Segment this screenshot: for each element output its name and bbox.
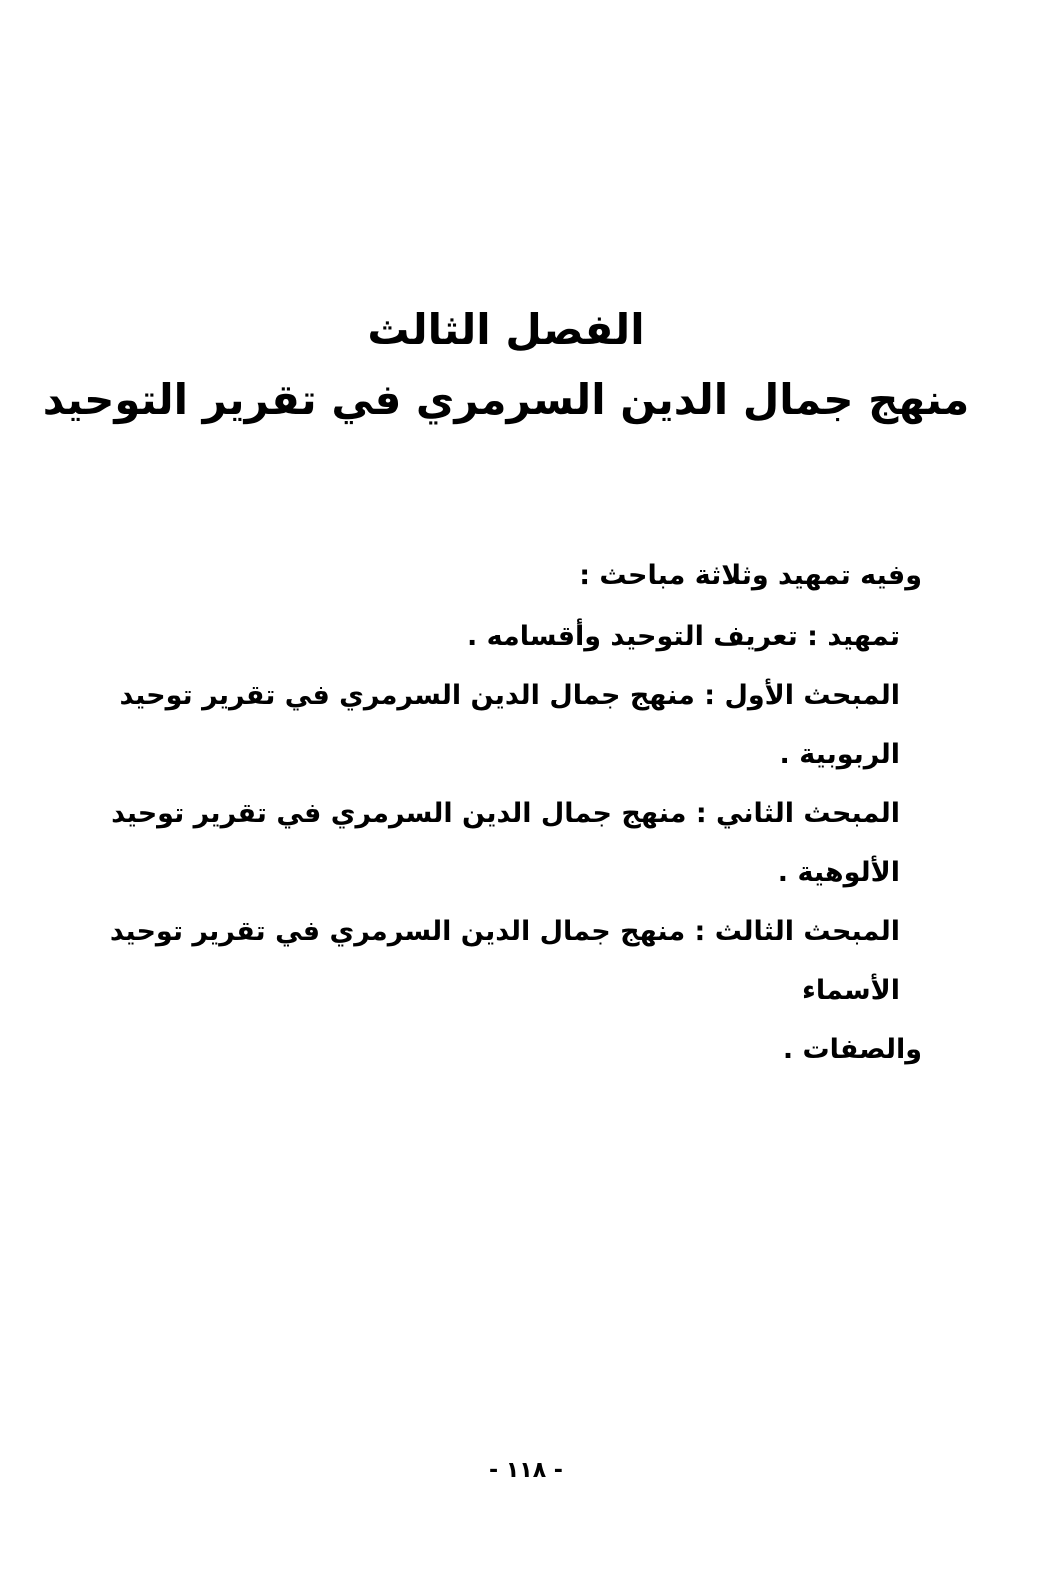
contents-item-section-2: المبحث الثاني : منهج جمال الدين السرمري في تقرير توحيد الألوهية . [111,798,900,888]
chapter-contents [102,545,922,1079]
contents-item-section-1: المبحث الأول : منهج جمال الدين السرمري في تقرير توحيد الربوبية . [119,680,900,770]
contents-list [102,607,922,1079]
contents-item-section-3-continuation: والصفات . [782,1034,922,1065]
contents-item-section-3: المبحث الثالث : منهج جمال الدين السرمري في تقرير توحيد الأسماء [109,916,900,1006]
contents-item-preface: تمهيد : تعريف التوحيد وأقسامه . [466,621,900,652]
chapter-title: الفصل الثالث [367,305,645,354]
heading-block [0,300,1052,430]
contents-intro: وفيه تمهيد وثلاثة مباحث : [579,560,922,591]
chapter-subtitle: منهج جمال الدين السرمري في تقرير التوحيد [42,375,970,424]
page-number: - ١١٨ - [489,1458,563,1483]
